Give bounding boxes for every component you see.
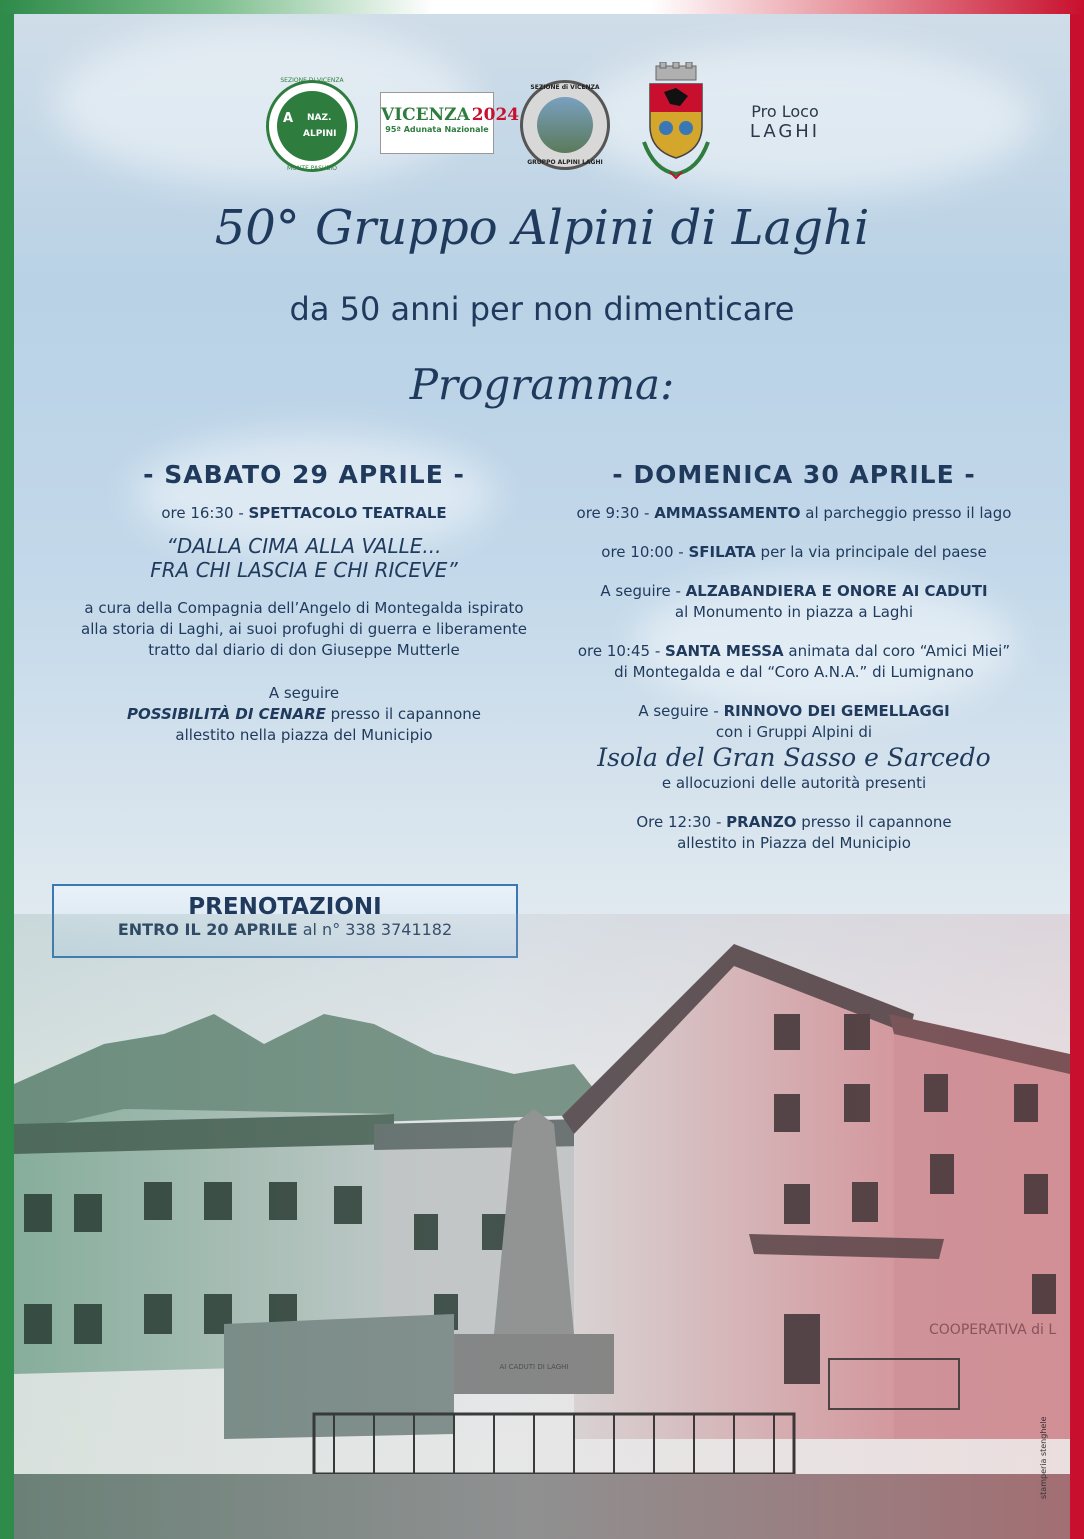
sunday-item-5 bbox=[534, 701, 1054, 794]
desc-line3: tratto dal diario di don Giuseppe Mutterle bbox=[148, 641, 460, 659]
booking-bold: ENTRO IL 20 APRILE bbox=[117, 920, 298, 939]
item2-rest: per la via principale del paese bbox=[755, 543, 987, 561]
vicenza-word: VICENZA bbox=[381, 105, 470, 125]
show-title bbox=[44, 534, 564, 582]
item6-rest: presso il capannone bbox=[796, 813, 952, 831]
item3-bold: ALZABANDIERA E ONORE AI CADUTI bbox=[685, 582, 988, 600]
dinner-line2: allestito nella piazza del Municipio bbox=[175, 726, 433, 744]
item5-bold: RINNOVO DEI GEMELLAGGI bbox=[723, 702, 950, 720]
booking-rest: al n° 338 3741182 bbox=[297, 920, 453, 939]
item4-rest: animata dal coro “Amici Miei” bbox=[783, 642, 1011, 660]
desc-line2: alla storia di Laghi, ai suoi profughi di guerra e liberamente bbox=[81, 620, 527, 638]
poster bbox=[14, 14, 1070, 1539]
item4-line2: di Montegalda e dal “Coro A.N.A.” di Lumignano bbox=[614, 663, 974, 681]
item1-bold: AMMASSAMENTO bbox=[654, 504, 801, 522]
ana-logo-a: A bbox=[283, 111, 294, 126]
cooperativa-sign: COOPERATIVA di L bbox=[929, 1322, 1057, 1338]
vicenza-adunata-logo bbox=[380, 92, 520, 154]
sunday-item-2 bbox=[534, 542, 1054, 563]
show-description bbox=[44, 598, 564, 661]
item5-line3: e allocuzioni delle autorità presenti bbox=[661, 774, 927, 792]
item4-bold: SANTA MESSA bbox=[665, 642, 784, 660]
show-title-line2: FRA CHI LASCIA E CHI RICEVE” bbox=[150, 558, 458, 582]
item3-line2: al Monumento in piazza a Laghi bbox=[674, 603, 914, 621]
ana-logo-bottom: MONTE PASUBIO bbox=[287, 165, 337, 172]
vicenza-year: 2024 bbox=[471, 105, 520, 125]
gruppo-logo-top: SEZIONE di VICENZA bbox=[530, 84, 600, 91]
tricolor-tint bbox=[14, 914, 1070, 1539]
twin-towns: Isola del Gran Sasso e Sarcedo bbox=[597, 743, 991, 772]
saturday-event: SPETTACOLO TEATRALE bbox=[248, 504, 447, 522]
dinner-rest: presso il capannone bbox=[325, 705, 482, 723]
booking-title: PRENOTAZIONI bbox=[188, 894, 382, 920]
dinner-block bbox=[44, 683, 564, 746]
sunday-item-4 bbox=[534, 641, 1054, 683]
item2-bold: SFILATA bbox=[688, 543, 756, 561]
item6-time: Ore 12:30 - bbox=[636, 813, 727, 831]
sunday-heading: - DOMENICA 30 APRILE - bbox=[612, 460, 976, 489]
tricolor-top-band bbox=[0, 0, 1084, 14]
gruppo-logo-bottom: GRUPPO ALPINI LAGHI bbox=[527, 159, 603, 166]
gruppo-alpini-laghi-logo bbox=[520, 80, 610, 170]
page-subtitle: da 50 anni per non dimenticare bbox=[289, 290, 795, 328]
item4-time: ore 10:45 - bbox=[577, 642, 666, 660]
item6-bold: PRANZO bbox=[726, 813, 797, 831]
sunday-column bbox=[534, 460, 1054, 854]
item1-rest: al parcheggio presso il lago bbox=[800, 504, 1012, 522]
item1-time: ore 9:30 - bbox=[576, 504, 655, 522]
sunday-item-1 bbox=[534, 503, 1054, 524]
saturday-column bbox=[44, 460, 564, 746]
pro-loco-line1: Pro Loco bbox=[751, 102, 819, 121]
ana-logo-top: SEZIONE DI VICENZA bbox=[280, 77, 344, 84]
dinner-bold: POSSIBILITÀ DI CENARE bbox=[126, 705, 326, 723]
comune-coat-of-arms bbox=[634, 62, 718, 186]
vicenza-caption: 95ª Adunata Nazionale bbox=[385, 125, 489, 134]
ana-logo-alpini: ALPINI bbox=[303, 129, 337, 139]
item2-time: ore 10:00 - bbox=[601, 543, 689, 561]
dinner-follow: A seguire bbox=[268, 684, 340, 702]
monument-plaque: AI CADUTI DI LAGHI bbox=[499, 1363, 569, 1371]
program-heading: Programma: bbox=[409, 360, 675, 409]
saturday-time: ore 16:30 - bbox=[161, 504, 249, 522]
village-photo bbox=[14, 914, 1070, 1539]
printer-credit: stamperia stenghele bbox=[1039, 1416, 1048, 1499]
sunday-item-3 bbox=[534, 581, 1054, 623]
item6-line2: allestito in Piazza del Municipio bbox=[677, 834, 911, 852]
item5-time: A seguire - bbox=[638, 702, 724, 720]
item5-line2: con i Gruppi Alpini di bbox=[715, 723, 873, 741]
desc-line1: a cura della Compagnia dell’Angelo di Montegalda ispirato bbox=[84, 599, 524, 617]
logo-bar bbox=[14, 74, 1070, 194]
ana-logo-naz: NAZ. bbox=[307, 113, 332, 123]
ana-logo bbox=[266, 77, 358, 172]
pro-loco-logo bbox=[730, 102, 840, 142]
item3-time: A seguire - bbox=[600, 582, 686, 600]
show-title-line1: “DALLA CIMA ALLA VALLE... bbox=[166, 534, 442, 558]
saturday-heading: - SABATO 29 APRILE - bbox=[143, 460, 465, 489]
saturday-event-time bbox=[44, 503, 564, 524]
sunday-item-6 bbox=[534, 812, 1054, 854]
pro-loco-line2: LAGHI bbox=[749, 121, 821, 142]
page-title: 50° Gruppo Alpini di Laghi bbox=[214, 200, 870, 256]
